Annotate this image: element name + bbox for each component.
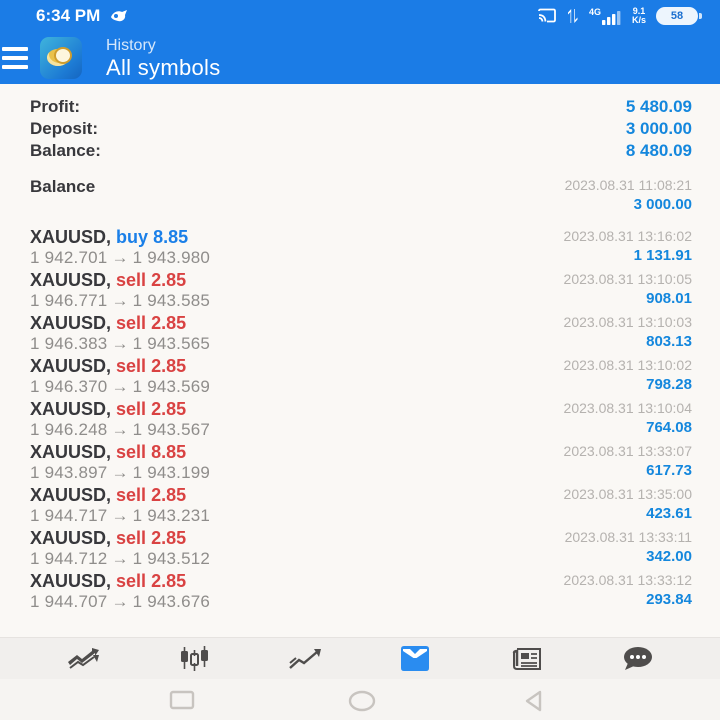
- deal-open-price: 1 946.383: [30, 334, 108, 353]
- cast-icon: [537, 8, 557, 24]
- network-speed: [632, 7, 646, 25]
- deal-symbol: XAUUSD,: [30, 528, 112, 548]
- arrow-right-icon: →: [111, 334, 129, 353]
- deal-title: [30, 269, 210, 291]
- deal-datetime: 2023.08.31 13:10:05: [563, 271, 692, 287]
- speed-unit: K/s: [631, 15, 646, 25]
- summary-label: Profit:: [30, 97, 81, 116]
- arrow-right-icon: →: [111, 463, 129, 482]
- arrow-right-icon: →: [111, 506, 129, 525]
- deal-symbol: XAUUSD,: [30, 270, 112, 290]
- deal-open-price: 1 946.370: [30, 377, 108, 396]
- deal-open-price: 1 946.248: [30, 420, 108, 439]
- arrow-right-icon: →: [111, 420, 129, 439]
- deal-title: [30, 527, 210, 549]
- deal-row[interactable]: [30, 527, 692, 569]
- deal-close-price: 1 943.676: [132, 592, 211, 611]
- deal-datetime: 2023.08.31 13:33:11: [564, 529, 692, 545]
- deal-row[interactable]: [30, 226, 692, 268]
- deal-volume: 2.85: [151, 313, 187, 333]
- deal-side-volume: [116, 313, 186, 333]
- arrow-right-icon: →: [111, 592, 129, 611]
- deal-side-volume: [116, 442, 186, 462]
- tab-messages[interactable]: [614, 641, 660, 677]
- signal-icon: [589, 8, 622, 25]
- deal-prices: [30, 463, 210, 483]
- deal-close-price: 1 943.569: [132, 377, 211, 396]
- deal-volume: 2.85: [151, 399, 187, 419]
- tab-news[interactable]: [503, 641, 549, 677]
- messages-icon: [620, 645, 654, 673]
- deal-side-volume: [116, 485, 186, 505]
- deal-row[interactable]: [30, 398, 692, 440]
- deal-profit: 1 131.91: [633, 247, 692, 264]
- deal-side: sell: [116, 442, 147, 462]
- summary-value: 5 480.09: [625, 97, 692, 116]
- deal-title: [30, 484, 210, 506]
- bottom-nav: [0, 637, 720, 679]
- data-transfer-icon: [567, 8, 579, 24]
- balance-entry[interactable]: [30, 176, 692, 215]
- deal-title: [30, 312, 210, 334]
- deal-close-price: 1 943.199: [132, 463, 211, 482]
- summary-row: [30, 96, 692, 118]
- deal-open-price: 1 943.897: [30, 463, 108, 482]
- deal-side: buy: [116, 227, 149, 247]
- menu-icon[interactable]: [2, 47, 32, 69]
- app-logo-icon: [40, 37, 82, 79]
- deal-row[interactable]: [30, 570, 692, 612]
- deal-side: sell: [116, 528, 147, 548]
- deal-datetime: 2023.08.31 13:16:02: [563, 228, 692, 244]
- tab-history[interactable]: [392, 641, 438, 677]
- deal-volume: 2.85: [151, 270, 187, 290]
- deal-profit: 764.08: [646, 419, 692, 436]
- deal-close-price: 1 943.231: [132, 506, 211, 525]
- back-button[interactable]: [523, 690, 545, 717]
- clock: 6:34 PM: [36, 6, 101, 25]
- deal-row[interactable]: [30, 484, 692, 526]
- header-title: History: [106, 36, 156, 54]
- deal-title: [30, 570, 210, 592]
- summary-label: Deposit:: [30, 119, 98, 138]
- summary-value: 8 480.09: [625, 141, 692, 160]
- android-nav: [0, 679, 720, 720]
- deal-side-volume: [116, 356, 186, 376]
- deal-row[interactable]: [30, 312, 692, 354]
- deal-title: [30, 398, 210, 420]
- deal-volume: 8.85: [153, 227, 189, 247]
- account-summary: [30, 96, 692, 162]
- status-bar: [0, 0, 720, 32]
- deal-side-volume: [116, 528, 186, 548]
- deal-side: sell: [116, 270, 147, 290]
- summary-label: Balance:: [30, 141, 101, 160]
- deal-symbol: XAUUSD,: [30, 399, 112, 419]
- deal-datetime: 2023.08.31 13:33:12: [563, 572, 692, 588]
- deal-volume: 8.85: [151, 442, 187, 462]
- deal-symbol: XAUUSD,: [30, 571, 112, 591]
- deal-datetime: 2023.08.31 13:10:03: [563, 314, 692, 330]
- header-titles[interactable]: [106, 36, 221, 81]
- tab-trade[interactable]: [282, 641, 328, 677]
- balance-entry-label: Balance: [30, 177, 96, 196]
- deal-volume: 2.85: [151, 571, 187, 591]
- deal-side: sell: [116, 399, 147, 419]
- deal-datetime: 2023.08.31 13:10:04: [563, 400, 692, 416]
- deal-side-volume: [116, 399, 186, 419]
- deal-row[interactable]: [30, 269, 692, 311]
- recents-button[interactable]: [169, 690, 195, 715]
- deal-volume: 2.85: [151, 356, 187, 376]
- deal-prices: [30, 592, 210, 612]
- deal-side: sell: [116, 571, 147, 591]
- tab-charts[interactable]: [171, 641, 217, 677]
- summary-row: [30, 140, 692, 162]
- deal-prices: [30, 506, 210, 526]
- balance-entry-datetime: 2023.08.31 11:08:21: [564, 177, 692, 193]
- deal-close-price: 1 943.585: [132, 291, 211, 310]
- deal-profit: 803.13: [646, 333, 692, 350]
- deal-side: sell: [116, 313, 147, 333]
- deal-side: sell: [116, 356, 147, 376]
- deal-profit: 908.01: [646, 290, 692, 307]
- charts-icon: [177, 645, 211, 673]
- quotes-icon: [66, 646, 100, 672]
- header-subtitle: All symbols: [106, 54, 221, 80]
- balance-entry-amount: 3 000.00: [633, 196, 692, 213]
- deal-close-price: 1 943.512: [132, 549, 211, 568]
- deal-prices: [30, 248, 210, 268]
- deal-prices: [30, 291, 210, 311]
- deal-profit: 293.84: [646, 591, 692, 608]
- deal-symbol: XAUUSD,: [30, 227, 112, 247]
- deal-open-price: 1 946.771: [30, 291, 108, 310]
- deal-side-volume: [116, 571, 186, 591]
- arrow-right-icon: →: [111, 248, 129, 267]
- deal-symbol: XAUUSD,: [30, 313, 112, 333]
- deal-profit: 342.00: [646, 548, 692, 565]
- deal-side-volume: [116, 270, 186, 290]
- network-mode-label: 4G: [588, 6, 601, 17]
- deal-close-price: 1 943.980: [132, 248, 211, 267]
- summary-value: 3 000.00: [625, 119, 692, 138]
- arrow-right-icon: →: [111, 377, 129, 396]
- deal-prices: [30, 420, 210, 440]
- tab-quotes[interactable]: [60, 641, 106, 677]
- home-button[interactable]: [347, 690, 377, 717]
- deal-open-price: 1 944.712: [30, 549, 108, 568]
- deal-title: [30, 226, 210, 248]
- deal-prices: [30, 334, 210, 354]
- deal-datetime: 2023.08.31 13:35:00: [563, 486, 692, 502]
- battery-percent: 58: [670, 10, 684, 22]
- speed-value: 9.1: [632, 6, 646, 16]
- deal-title: [30, 441, 210, 463]
- deal-open-price: 1 944.717: [30, 506, 108, 525]
- deal-prices: [30, 377, 210, 397]
- deal-profit: 798.28: [646, 376, 692, 393]
- history-icon: [397, 645, 433, 673]
- deal-symbol: XAUUSD,: [30, 356, 112, 376]
- deal-profit: 423.61: [646, 505, 692, 522]
- deal-symbol: XAUUSD,: [30, 485, 112, 505]
- deal-volume: 2.85: [151, 485, 187, 505]
- vpn-key-icon: [110, 9, 128, 23]
- deals-list: [30, 226, 692, 612]
- arrow-right-icon: →: [111, 291, 129, 310]
- trade-icon: [288, 646, 322, 672]
- battery-icon: [656, 7, 698, 25]
- deal-prices: [30, 549, 210, 569]
- summary-row: [30, 118, 692, 140]
- app-header: [0, 32, 720, 84]
- deal-row[interactable]: [30, 441, 692, 483]
- deal-close-price: 1 943.565: [132, 334, 211, 353]
- arrow-right-icon: →: [111, 549, 129, 568]
- deal-volume: 2.85: [151, 528, 187, 548]
- deal-title: [30, 355, 210, 377]
- deal-datetime: 2023.08.31 13:10:02: [563, 357, 692, 373]
- deal-side: sell: [116, 485, 147, 505]
- deal-symbol: XAUUSD,: [30, 442, 112, 462]
- deal-profit: 617.73: [646, 462, 692, 479]
- news-icon: [509, 645, 543, 673]
- deal-open-price: 1 942.701: [30, 248, 108, 267]
- deal-side-volume: [116, 227, 188, 247]
- deal-row[interactable]: [30, 355, 692, 397]
- deal-close-price: 1 943.567: [132, 420, 211, 439]
- deal-open-price: 1 944.707: [30, 592, 108, 611]
- deal-datetime: 2023.08.31 13:33:07: [563, 443, 692, 459]
- history-content: [0, 84, 720, 637]
